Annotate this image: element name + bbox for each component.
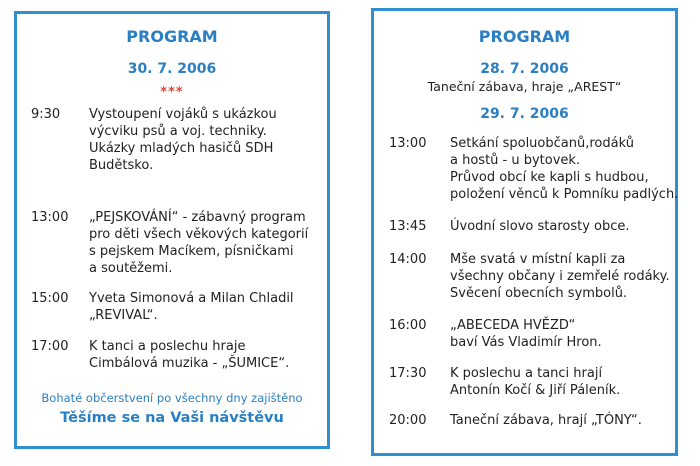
event-line: výcviku psů a voj. techniky. [89, 124, 267, 139]
event-line: Setkání spoluobčanů,rodáků [450, 136, 634, 151]
event-description [450, 317, 602, 351]
event-time: 20:00 [389, 413, 427, 428]
event-time: 17:00 [31, 339, 69, 354]
event-line: K tanci a poslechu hraje [89, 339, 246, 354]
event-line: a hostů - u bytovek. [450, 153, 581, 168]
event-line: „PEJSKOVÁNÍ“ - zábavný program [89, 210, 306, 225]
event-description [89, 106, 277, 174]
event-description [450, 412, 642, 429]
event-line: položení věnců k Pomníku padlých. [450, 187, 679, 202]
event-line: Cimbálová muzika - „ŠUMICE“. [89, 356, 290, 371]
event-line: Yveta Simonová a Milan Chladil [89, 291, 294, 306]
event-line: pro děti všech věkových kategorií [89, 227, 309, 242]
event-line: Budětsko. [89, 158, 154, 173]
event-time: 15:00 [31, 291, 69, 306]
date1-event: Taneční zábava, hraje „AREST“ [427, 79, 622, 94]
event-description [450, 135, 678, 203]
refreshments-note: Bohaté občerstvení po všechny dny zajištěno [41, 391, 303, 405]
event-line: a soutěžemi. [89, 261, 173, 276]
event-time: 13:00 [31, 210, 69, 225]
event-line: Průvod obcí ke kapli s hudbou, [450, 170, 649, 185]
welcome-greeting: Těšíme se na Vaši návštěvu [60, 410, 284, 426]
program-card-left [14, 11, 330, 449]
event-description [89, 338, 289, 372]
event-time: 13:00 [389, 136, 427, 151]
event-time: 9:30 [31, 107, 61, 122]
program-title: PROGRAM [478, 27, 571, 46]
event-line: všechny občany i zemřelé rodáky. [450, 269, 670, 284]
program-title: PROGRAM [126, 27, 218, 46]
event-description [450, 218, 630, 235]
event-line: Vystoupení vojáků s ukázkou [89, 107, 277, 122]
event-line: Ukázky mladých hasičů SDH [89, 141, 274, 156]
event-description [89, 209, 308, 277]
event-line: s pejskem Macíkem, písničkami [89, 244, 294, 259]
event-time: 17:30 [389, 366, 427, 381]
event-line: Taneční zábava, hrají „TÓNY“. [450, 413, 642, 428]
event-line: „REVIVAL“. [89, 308, 158, 323]
event-line: baví Vás Vladimír Hron. [450, 335, 602, 350]
event-line: Úvodní slovo starosty obce. [450, 219, 630, 234]
event-description [89, 290, 294, 324]
event-line: K poslechu a tanci hrají [450, 366, 603, 381]
program-date: 30. 7. 2006 [127, 61, 217, 77]
program-date-2: 29. 7. 2006 [480, 106, 569, 122]
event-description [450, 251, 670, 302]
program-date-1: 28. 7. 2006 [480, 61, 569, 77]
event-line: „ABECEDA HVĚZD“ [450, 318, 576, 333]
event-time: 14:00 [389, 252, 427, 267]
event-line: Mše svatá v místní kapli za [450, 252, 626, 267]
program-card-right [371, 8, 678, 456]
stars-separator: *** [160, 85, 184, 100]
event-time: 16:00 [389, 318, 427, 333]
event-line: Antonín Kočí & Jiří Páleník. [450, 383, 621, 398]
event-time: 13:45 [389, 219, 427, 234]
event-line: Svěcení obecních symbolů. [450, 286, 628, 301]
event-description [450, 365, 620, 399]
